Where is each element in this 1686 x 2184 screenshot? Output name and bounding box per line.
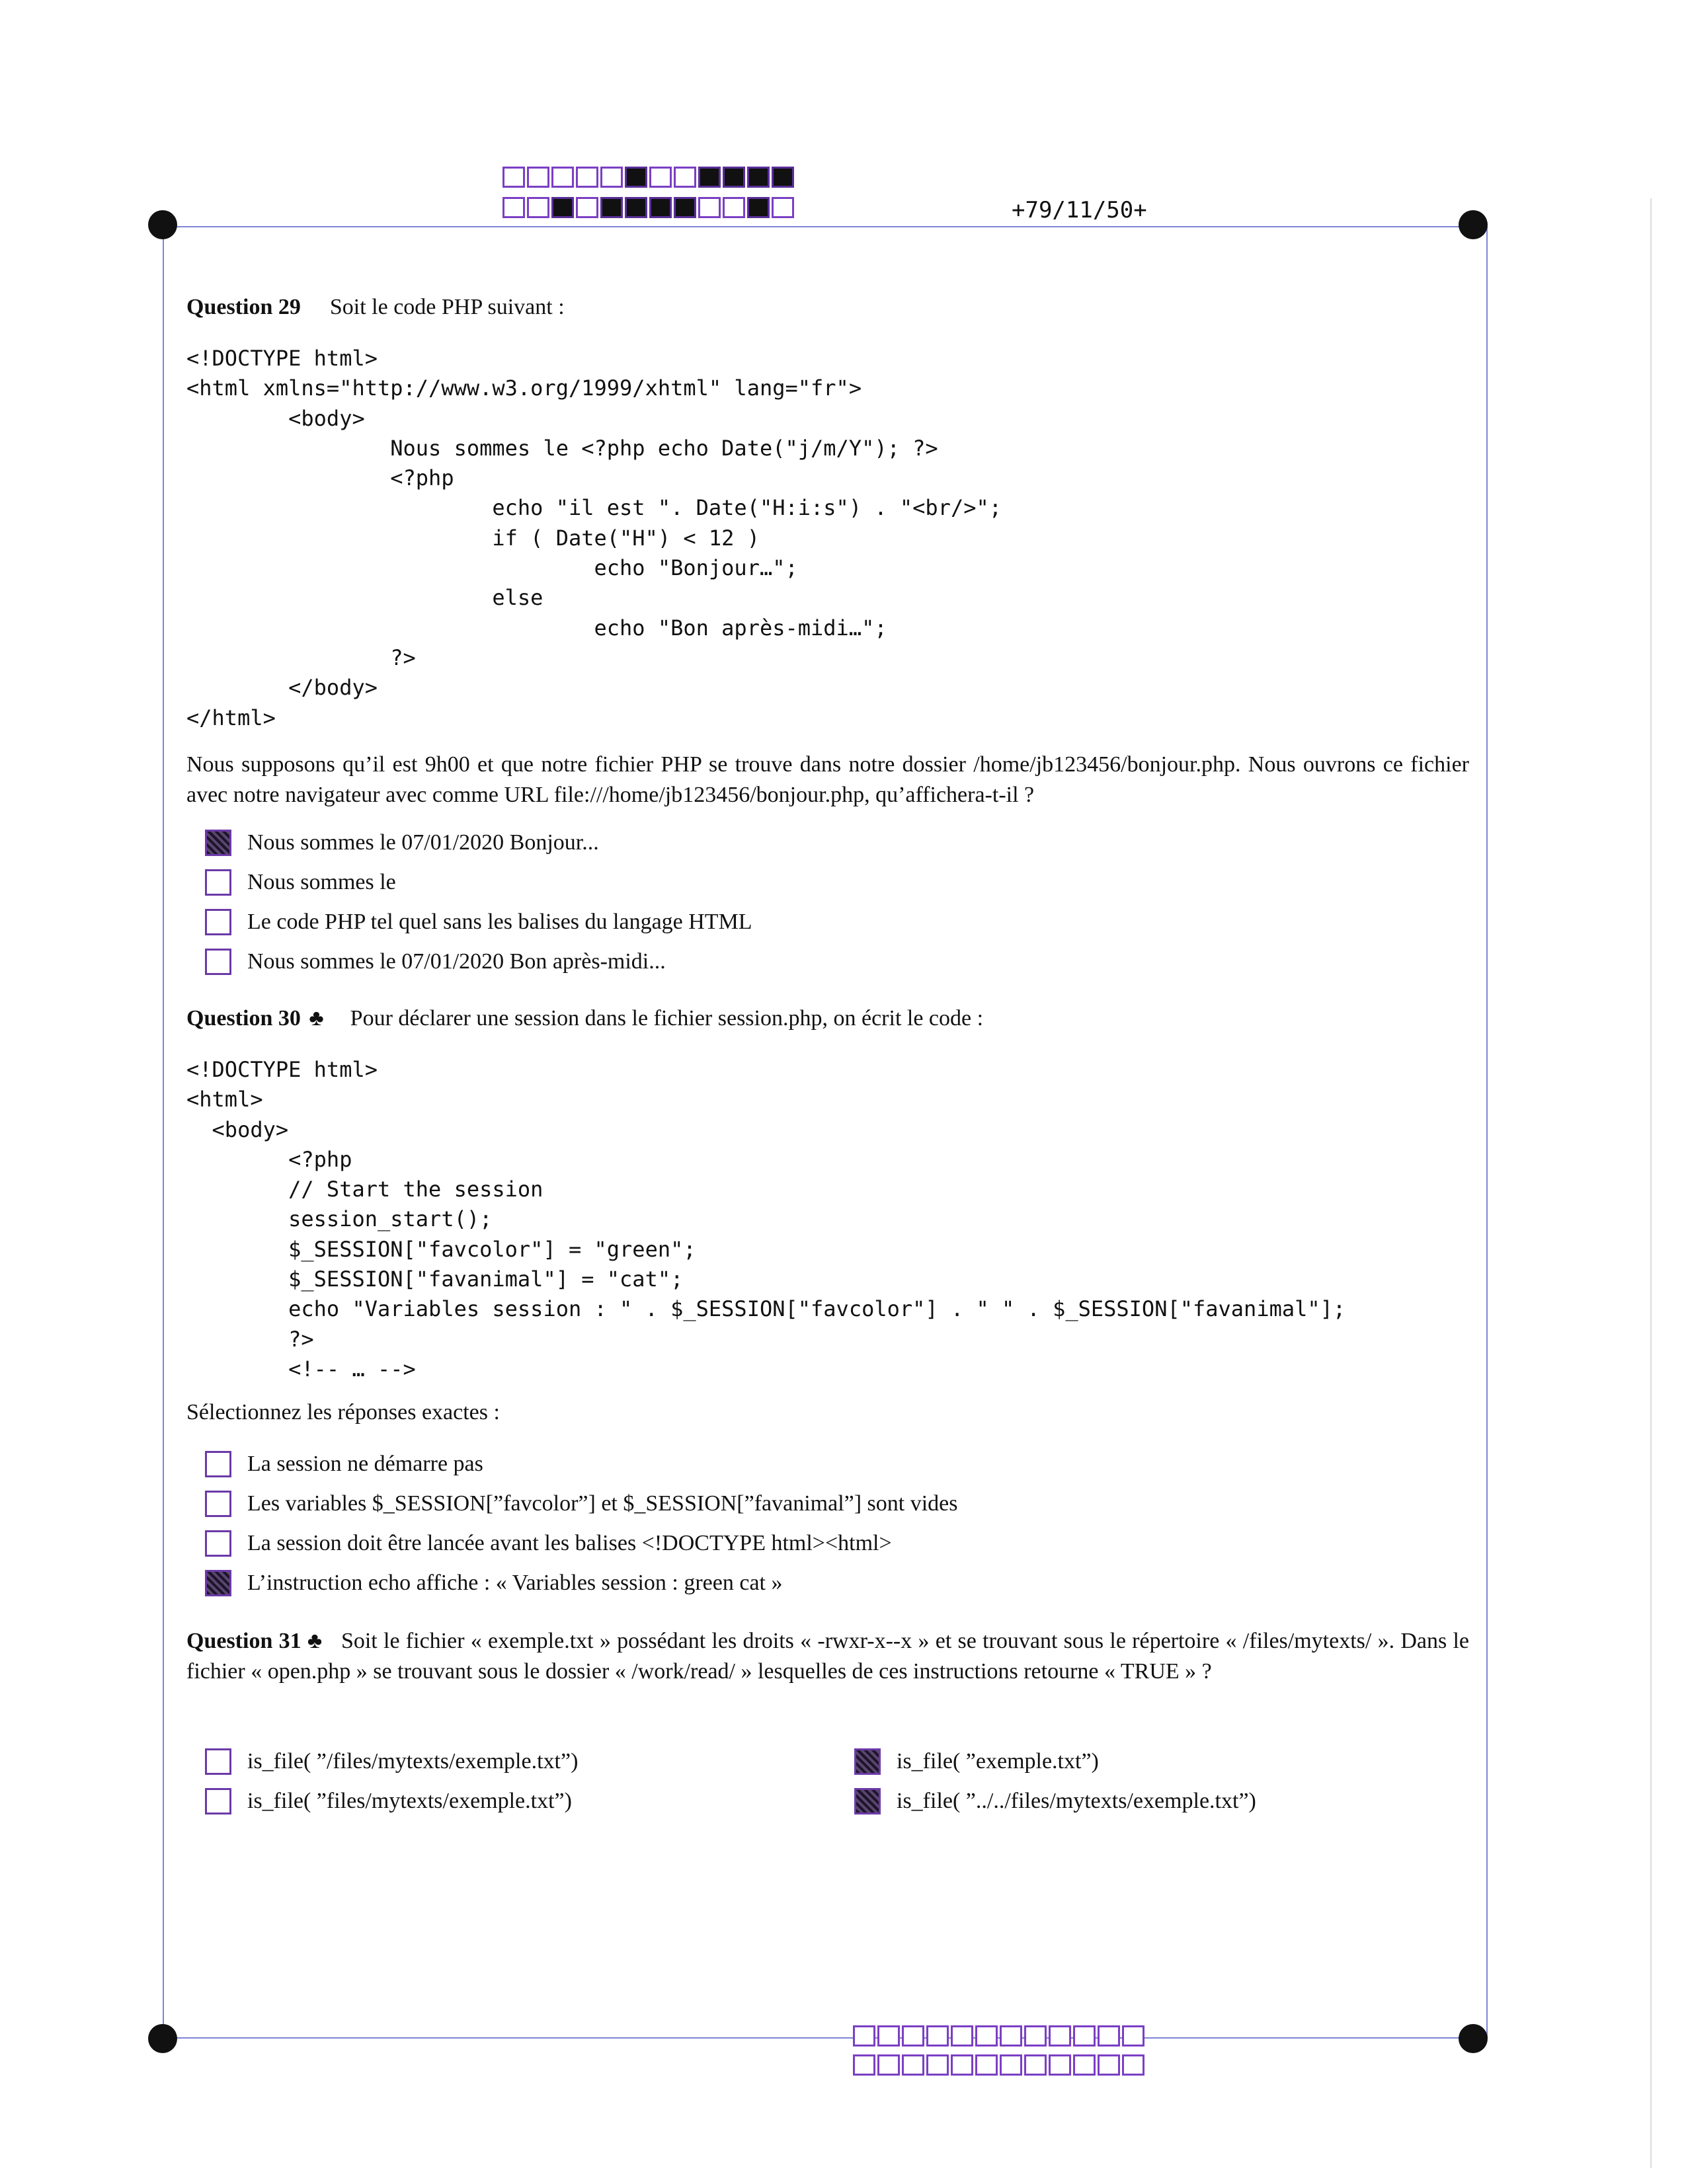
answer-checkbox[interactable]	[205, 949, 231, 975]
barcode-cell	[723, 197, 745, 218]
barcode-cell	[1049, 2025, 1071, 2047]
q29-option-4[interactable]	[205, 945, 666, 978]
question-prompt: Pour déclarer une session dans le fichier session.php, on écrit le code :	[350, 1006, 984, 1031]
barcode-cell	[902, 2025, 924, 2047]
barcode-cell	[674, 167, 696, 188]
barcode-cell	[502, 167, 525, 188]
q29-option-3[interactable]	[205, 906, 752, 939]
question-prompt: Soit le code PHP suivant :	[329, 295, 565, 319]
question-30-header	[186, 1003, 983, 1034]
answer-checkbox[interactable]	[205, 1570, 231, 1596]
barcode-cell	[951, 2054, 973, 2076]
answer-checkbox[interactable]	[205, 909, 231, 935]
barcode-bottom-row-2	[853, 2054, 1146, 2076]
option-label: L’instruction echo affiche : « Variables session : green cat »	[247, 1571, 783, 1595]
question-label: Question 31	[186, 1629, 301, 1653]
barcode-cell	[1098, 2054, 1120, 2076]
barcode-cell	[975, 2025, 998, 2047]
barcode-cell	[502, 197, 525, 218]
barcode-cell	[698, 197, 721, 218]
option-label: is_file( ”../../files/mytexts/exemple.txt”)	[897, 1789, 1256, 1813]
answer-checkbox[interactable]	[854, 1788, 881, 1814]
option-label: Les variables $_SESSION[”favcolor”] et $_SESSION[”favanimal”] sont vides	[247, 1491, 958, 1516]
barcode-cell	[926, 2054, 949, 2076]
option-label: Le code PHP tel quel sans les balises du langage HTML	[247, 910, 752, 934]
barcode-cell	[674, 197, 696, 218]
answer-checkbox[interactable]	[205, 869, 231, 896]
barcode-cell	[600, 197, 623, 218]
q31-option-2[interactable]	[854, 1745, 1099, 1778]
question-label: Question 30	[186, 1006, 301, 1031]
barcode-cell	[772, 167, 794, 188]
barcode-cell	[853, 2025, 875, 2047]
club-icon: ♣	[309, 1006, 324, 1031]
barcode-cell	[527, 197, 549, 218]
question-label: Question 29	[186, 295, 301, 319]
corner-mark-bottom-right	[1459, 2024, 1488, 2053]
q30-option-3[interactable]	[205, 1527, 892, 1560]
barcode-cell	[576, 167, 598, 188]
barcode-top-row-1	[502, 167, 796, 188]
option-label: is_file( ”exemple.txt”)	[897, 1749, 1099, 1774]
barcode-cell	[551, 197, 574, 218]
question-prompt: Soit le fichier « exemple.txt » possédant les droits « -rwxr-x--x » et se trouvant sous le répertoire « /files/mytexts/ ». Dans le fichier « open.php » se trouvant sous le dossier « /work/read/ » lesquelles de ces instructions retourne « TRUE » ?	[186, 1629, 1470, 1684]
q31-option-4[interactable]	[854, 1785, 1256, 1818]
barcode-cell	[877, 2054, 900, 2076]
barcode-cell	[772, 197, 794, 218]
q30-question-text: Sélectionnez les réponses exactes :	[186, 1400, 500, 1424]
option-label: is_file( ”files/mytexts/exemple.txt”)	[247, 1789, 572, 1813]
club-icon: ♣	[307, 1629, 323, 1653]
answer-checkbox[interactable]	[205, 1748, 231, 1775]
barcode-cell	[600, 167, 623, 188]
answer-checkbox[interactable]	[205, 1788, 231, 1814]
question-31-text	[186, 1626, 1469, 1687]
barcode-cell	[1024, 2054, 1047, 2076]
barcode-cell	[1024, 2025, 1047, 2047]
option-label: Nous sommes le 07/01/2020 Bonjour...	[247, 830, 599, 855]
barcode-cell	[1049, 2054, 1071, 2076]
barcode-cell	[576, 197, 598, 218]
barcode-cell	[1098, 2025, 1120, 2047]
q29-option-2[interactable]	[205, 866, 396, 899]
corner-mark-top-left	[148, 210, 177, 239]
corner-mark-top-right	[1459, 210, 1488, 239]
answer-checkbox[interactable]	[854, 1748, 881, 1775]
barcode-cell	[1000, 2025, 1022, 2047]
q30-code-block: <!DOCTYPE html> <html> <body> <?php // Start the session session_start(); $_SESSION["favcolor"] = "green"; $_SESSION["favanimal"] = "cat"; echo "Variables session : " . $_SESSION["favcolor"] . " " . $_SESSION["favanimal"]; ?> <!-- … -->	[186, 1057, 1346, 1382]
barcode-cell	[1122, 2054, 1144, 2076]
q29-question-text: Nous supposons qu’il est 9h00 et que notre fichier PHP se trouve dans notre dossier /home/jb123456/bonjour.php. Nous ouvrons ce fichier avec notre navigateur avec comme URL file:///home/jb123456/bonjour.php, qu’affichera-t-il ?	[186, 752, 1469, 807]
q30-option-4[interactable]	[205, 1567, 782, 1600]
barcode-cell	[551, 167, 574, 188]
q29-code-block: <!DOCTYPE html> <html xmlns="http://www.w3.org/1999/xhtml" lang="fr"> <body> Nous sommes le <?php echo Date("j/m/Y"); ?> <?php echo "il est ". Date("H:i:s") . "<br/>"; if ( Date("H") < 12 ) echo "Bonjour…"; else echo "Bon après-midi…"; ?> </body> </html>	[186, 346, 1002, 730]
page-id: +79/11/50+	[1012, 197, 1147, 223]
barcode-cell	[853, 2054, 875, 2076]
barcode-cell	[951, 2025, 973, 2047]
barcode-cell	[1122, 2025, 1144, 2047]
barcode-cell	[1000, 2054, 1022, 2076]
q31-option-3[interactable]	[205, 1785, 572, 1818]
barcode-cell	[926, 2025, 949, 2047]
answer-checkbox[interactable]	[205, 830, 231, 856]
q31-option-1[interactable]	[205, 1745, 578, 1778]
barcode-cell	[747, 197, 770, 218]
barcode-cell	[649, 197, 672, 218]
answer-checkbox[interactable]	[205, 1491, 231, 1517]
corner-mark-bottom-left	[148, 2024, 177, 2053]
option-label: is_file( ”/files/mytexts/exemple.txt”)	[247, 1749, 579, 1774]
option-label: Nous sommes le	[247, 870, 396, 894]
answer-checkbox[interactable]	[205, 1530, 231, 1557]
barcode-cell	[723, 167, 745, 188]
q29-option-1[interactable]	[205, 826, 599, 859]
barcode-cell	[649, 167, 672, 188]
barcode-cell	[1073, 2025, 1096, 2047]
barcode-cell	[877, 2025, 900, 2047]
barcode-cell	[625, 197, 647, 218]
option-label: Nous sommes le 07/01/2020 Bon après-midi...	[247, 949, 666, 974]
question-29-header	[186, 292, 565, 323]
barcode-cell	[902, 2054, 924, 2076]
barcode-cell	[747, 167, 770, 188]
barcode-bottom-row-1	[853, 2025, 1146, 2047]
q30-option-2[interactable]	[205, 1487, 958, 1520]
answer-checkbox[interactable]	[205, 1451, 231, 1477]
option-label: La session ne démarre pas	[247, 1452, 483, 1476]
barcode-cell	[625, 167, 647, 188]
barcode-cell	[527, 167, 549, 188]
barcode-cell	[975, 2054, 998, 2076]
barcode-cell	[698, 167, 721, 188]
scan-edge-line	[1650, 198, 1652, 2168]
q30-option-1[interactable]	[205, 1448, 483, 1481]
option-label: La session doit être lancée avant les balises <!DOCTYPE html><html>	[247, 1531, 892, 1555]
barcode-top-row-2	[502, 197, 796, 218]
barcode-cell	[1073, 2054, 1096, 2076]
